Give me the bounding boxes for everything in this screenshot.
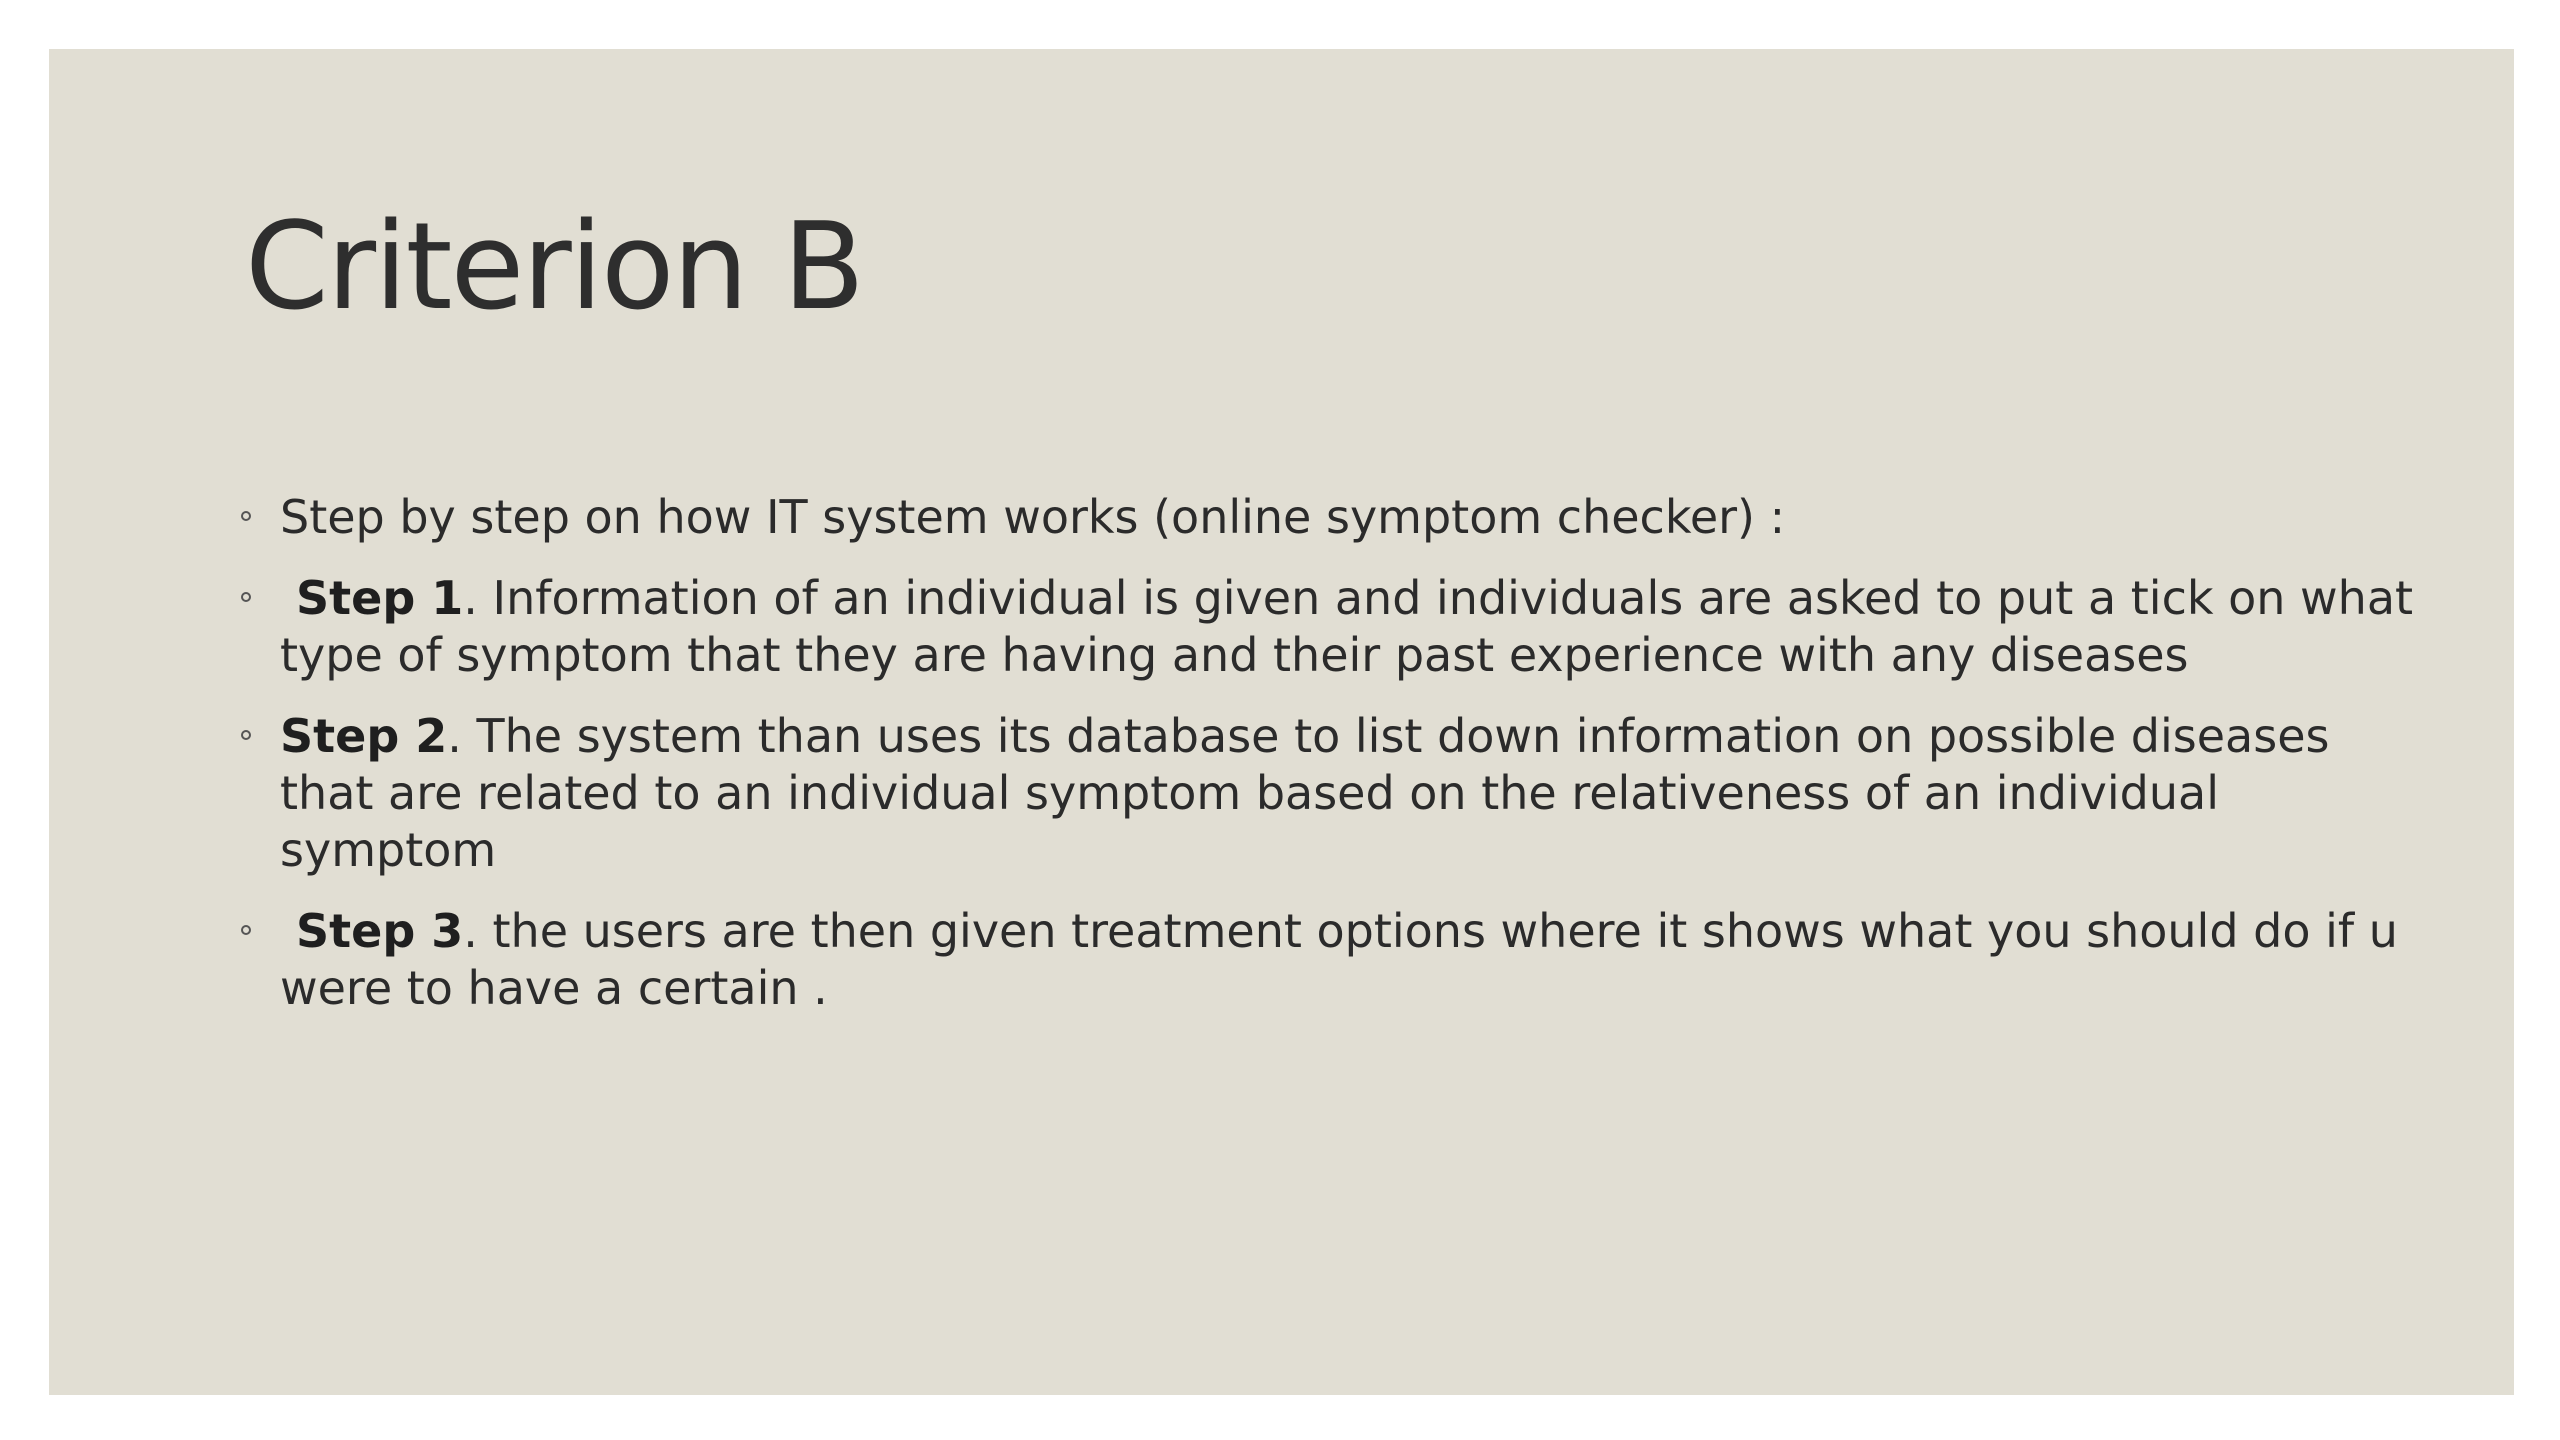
bullet-circle-icon bbox=[241, 925, 251, 935]
bullet-item-intro bbox=[280, 489, 2420, 546]
bullet-circle-icon bbox=[241, 730, 251, 740]
bullet-item-step-3 bbox=[280, 903, 2420, 1017]
bullet-circle-icon bbox=[241, 511, 251, 521]
slide bbox=[49, 49, 2514, 1395]
bullet-lead: Step 2 bbox=[280, 709, 448, 763]
bullet-body: . the users are then given treatment options where it shows what you should do if u were to have a certain . bbox=[280, 904, 2398, 1015]
bullet-text bbox=[280, 571, 2413, 682]
bullet-circle-icon bbox=[241, 592, 251, 602]
bullet-body: . Information of an individual is given and individuals are asked to put a tick on what type of symptom that they are having and their past experience with any diseases bbox=[280, 571, 2414, 682]
bullet-text bbox=[280, 490, 1785, 544]
slide-title: Criterion B bbox=[245, 198, 863, 337]
bullet-item-step-2 bbox=[280, 708, 2420, 879]
bullet-body: . The system than uses its database to list down information on possible diseases that are related to an individual symptom based on the relativeness of an individual symptom bbox=[280, 709, 2330, 877]
bullet-lead: Step 1 bbox=[280, 571, 464, 625]
bullet-lead: Step 3 bbox=[280, 904, 464, 958]
bullet-list bbox=[280, 489, 2420, 1041]
bullet-body: Step by step on how IT system works (online symptom checker) : bbox=[280, 490, 1786, 544]
bullet-text bbox=[280, 709, 2329, 877]
bullet-item-step-1 bbox=[280, 570, 2420, 684]
bullet-text bbox=[280, 904, 2398, 1015]
